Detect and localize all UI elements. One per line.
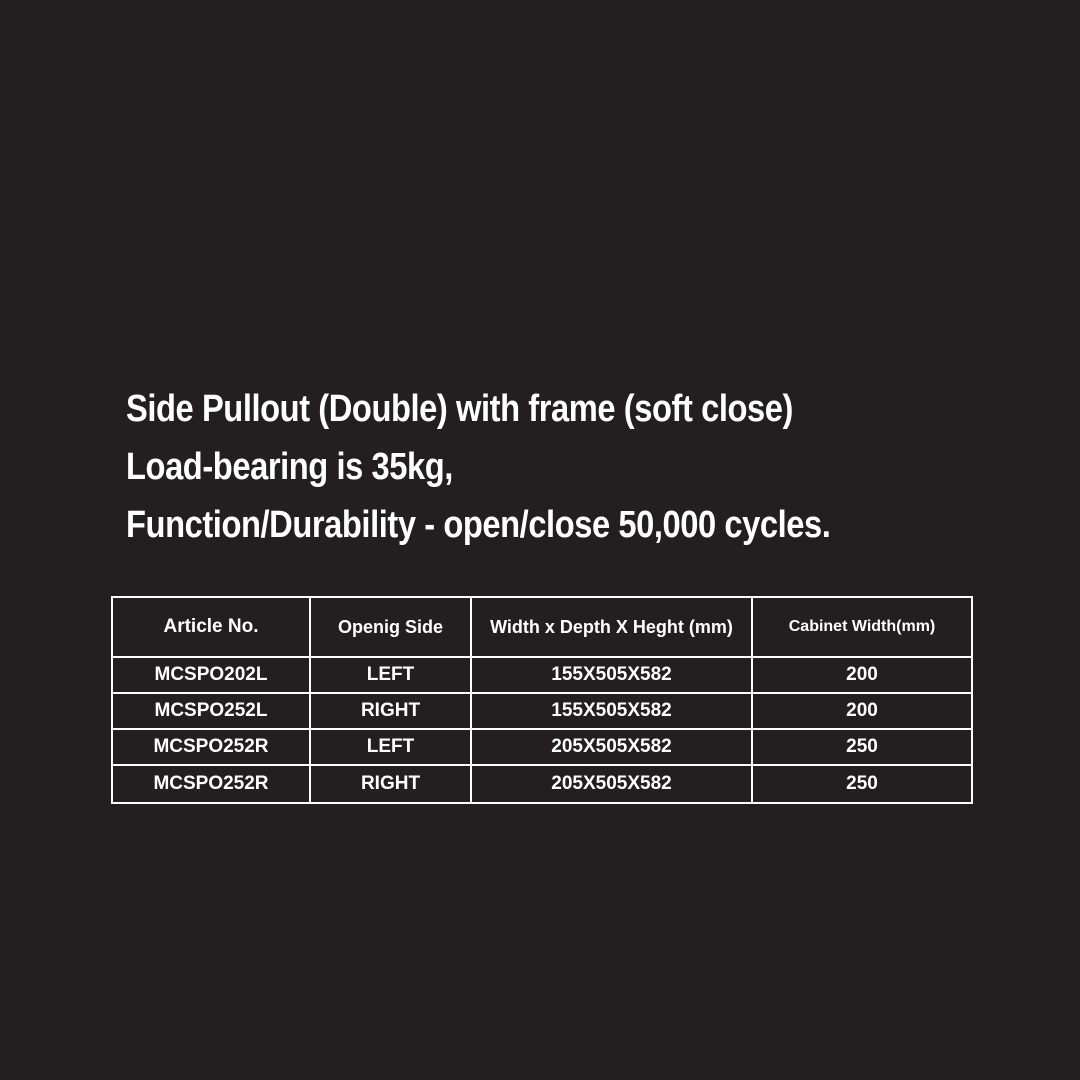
cell-article-no: MCSPO202L bbox=[112, 657, 310, 693]
table-row bbox=[112, 765, 972, 803]
table-header-row bbox=[112, 597, 972, 657]
cell-dimensions: 155X505X582 bbox=[471, 693, 752, 729]
table-row bbox=[112, 657, 972, 693]
header-opening-side: Openig Side bbox=[310, 597, 471, 657]
spec-table bbox=[111, 596, 973, 804]
table-row bbox=[112, 729, 972, 765]
cell-opening-side: LEFT bbox=[310, 657, 471, 693]
header-dimensions: Width x Depth X Heght (mm) bbox=[471, 597, 752, 657]
cell-article-no: MCSPO252L bbox=[112, 693, 310, 729]
cell-dimensions: 205X505X582 bbox=[471, 729, 752, 765]
product-heading bbox=[126, 380, 900, 554]
cell-cabinet-width: 250 bbox=[752, 765, 972, 803]
heading-line-load: Load-bearing is 35kg, bbox=[126, 446, 453, 488]
table-row bbox=[112, 693, 972, 729]
cell-opening-side: LEFT bbox=[310, 729, 471, 765]
header-article-no: Article No. bbox=[112, 597, 310, 657]
cell-article-no: MCSPO252R bbox=[112, 765, 310, 803]
cell-dimensions: 205X505X582 bbox=[471, 765, 752, 803]
header-cabinet-width: Cabinet Width(mm) bbox=[752, 597, 972, 657]
cell-dimensions: 155X505X582 bbox=[471, 657, 752, 693]
cell-cabinet-width: 250 bbox=[752, 729, 972, 765]
heading-line-durability: Function/Durability - open/close 50,000 cycles. bbox=[126, 504, 831, 546]
heading-line-title: Side Pullout (Double) with frame (soft close) bbox=[126, 388, 793, 430]
cell-article-no: MCSPO252R bbox=[112, 729, 310, 765]
cell-cabinet-width: 200 bbox=[752, 657, 972, 693]
cell-opening-side: RIGHT bbox=[310, 765, 471, 803]
cell-opening-side: RIGHT bbox=[310, 693, 471, 729]
cell-cabinet-width: 200 bbox=[752, 693, 972, 729]
